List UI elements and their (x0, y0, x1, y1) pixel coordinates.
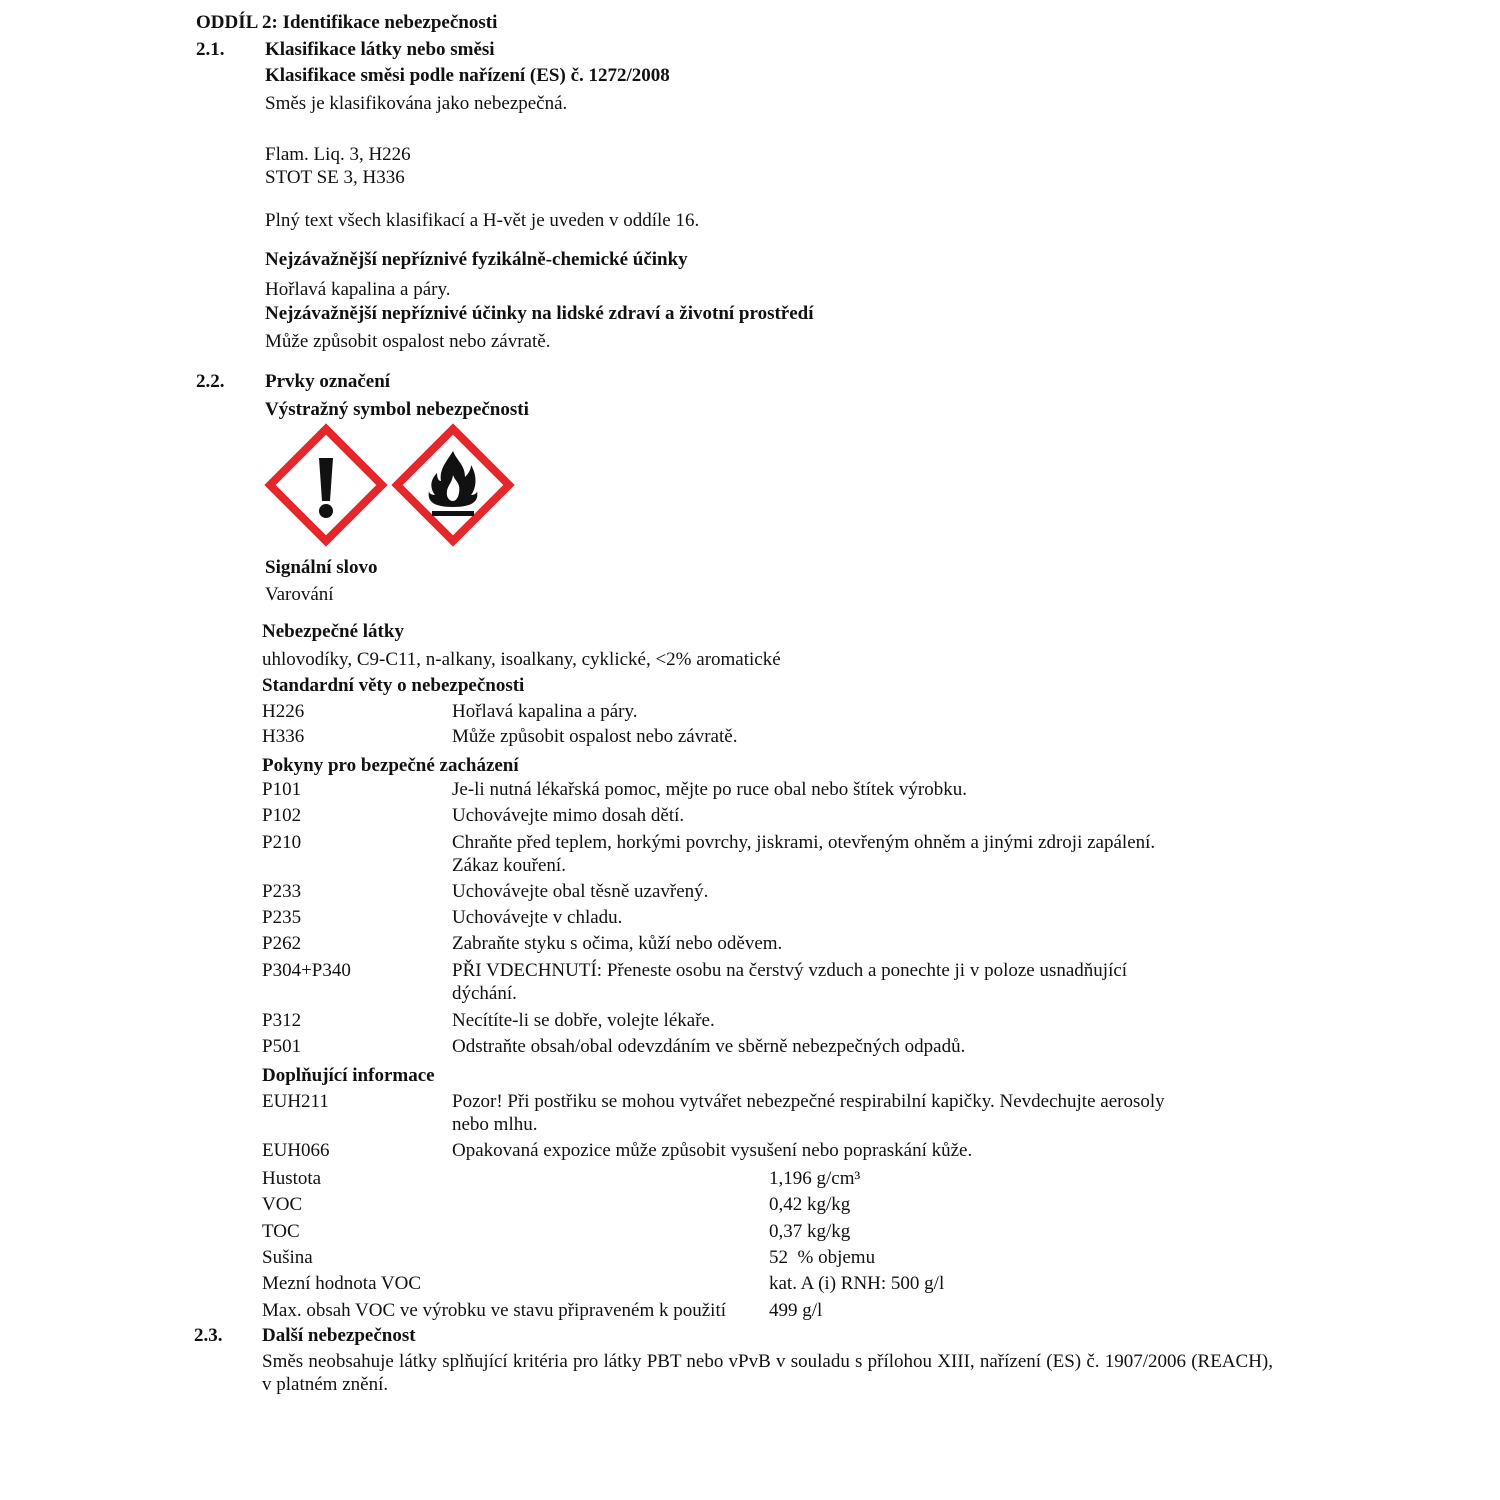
hazard-text: Může způsobit ospalost nebo závratě. (452, 726, 738, 747)
flame-icon (391, 423, 515, 547)
precautionary-text: Uchovávejte v chladu. (452, 907, 623, 928)
property-label: Hustota (262, 1168, 322, 1189)
classification-statement: Směs je klasifikována jako nebezpečná. (265, 93, 568, 114)
precautionary-text: Uchovávejte obal těsně uzavřený. (452, 881, 709, 902)
precautionary-code: P101 (262, 779, 302, 800)
supplemental-code: EUH066 (262, 1140, 330, 1161)
classification-line-1: Flam. Liq. 3, H226 (265, 144, 411, 165)
precautionary-text: Chraňte před teplem, horkými povrchy, jiskrami, otevřeným ohněm a jinými zdroji zapálení. (452, 832, 1156, 853)
hazard-text: Hořlavá kapalina a páry. (452, 701, 638, 722)
precautionary-code: P210 (262, 832, 302, 853)
precautionary-text: Zabraňte styku s očima, kůží nebo oděvem. (452, 933, 783, 954)
property-value: 0,37 kg/kg (769, 1221, 851, 1242)
section-2-1-number: 2.1. (196, 39, 225, 60)
precautionary-text: Je-li nutná lékařská pomoc, mějte po ruce obal nebo štítek výrobku. (452, 779, 967, 800)
supplemental-code: EUH211 (262, 1091, 329, 1112)
precautionary-text: PŘI VDECHNUTÍ: Přeneste osobu na čerstvý vzduch a ponechte ji v poloze usnadňující (452, 960, 1128, 981)
property-label: Sušina (262, 1247, 313, 1268)
supplemental-text-continued: nebo mlhu. (452, 1114, 538, 1135)
property-label: TOC (262, 1221, 300, 1242)
supplemental-info-title: Doplňující informace (262, 1065, 435, 1086)
precautionary-code: P501 (262, 1036, 302, 1057)
section-2-1-title: Klasifikace látky nebo směsi (265, 39, 495, 60)
signal-word-title: Signální slovo (265, 557, 378, 578)
precautionary-code: P304+P340 (262, 960, 351, 981)
precautionary-code: P102 (262, 805, 302, 826)
section-2-2-title: Prvky označení (265, 371, 391, 392)
property-value: 1,196 g/cm³ (769, 1168, 861, 1189)
property-value: 52 % objemu (769, 1247, 876, 1268)
section-title: ODDÍL 2: Identifikace nebezpečnosti (196, 12, 498, 33)
supplemental-text: Opakovaná expozice může způsobit vysušení nebo popraskání kůže. (452, 1140, 973, 1161)
hazard-code: H336 (262, 726, 305, 747)
supplemental-text: Pozor! Při postřiku se mohou vytvářet nebezpečné respirabilní kapičky. Nevdechujte aerosoly (452, 1091, 1165, 1112)
precautionary-text-continued: Zákaz kouření. (452, 855, 566, 876)
precautionary-text: Odstraňte obsah/obal odevzdáním ve sběrně nebezpečných odpadů. (452, 1036, 966, 1057)
signal-word: Varování (265, 584, 334, 605)
precautionary-code: P312 (262, 1010, 302, 1031)
property-value: 0,42 kg/kg (769, 1194, 851, 1215)
exclamation-mark-icon (264, 423, 388, 547)
property-value: 499 g/l (769, 1300, 823, 1321)
precautionary-text: Uchovávejte mimo dosah dětí. (452, 805, 685, 826)
other-hazards-text: Směs neobsahuje látky splňující kritéria pro látky PBT nebo vPvB v souladu s přílohou XIII, nařízení (ES) č. 1907/2006 (REACH), v platném znění. (262, 1351, 1273, 1395)
precautionary-code: P233 (262, 881, 302, 902)
precautionary-code: P235 (262, 907, 302, 928)
property-value: kat. A (i) RNH: 500 g/l (769, 1273, 945, 1294)
property-label: Mezní hodnota VOC (262, 1273, 422, 1294)
hazardous-substances-title: Nebezpečné látky (262, 621, 404, 642)
precautionary-code: P262 (262, 933, 302, 954)
pictogram-title: Výstražný symbol nebezpečnosti (265, 399, 529, 420)
property-label: Max. obsah VOC ve výrobku ve stavu připraveném k použití (262, 1300, 727, 1321)
property-label: VOC (262, 1194, 303, 1215)
section-2-2-number: 2.2. (196, 371, 225, 392)
hazard-statements-title: Standardní věty o nebezpečnosti (262, 675, 525, 696)
physchem-effects-title: Nejzávažnější nepříznivé fyzikálně-chemické účinky (265, 249, 688, 270)
section-2-3-title: Další nebezpečnost (262, 1325, 416, 1346)
precautionary-text: Necítíte-li se dobře, volejte lékaře. (452, 1010, 715, 1031)
classification-subtitle: Klasifikace směsi podle nařízení (ES) č. 1272/2008 (265, 65, 670, 86)
precautionary-text-continued: dýchání. (452, 983, 517, 1004)
section-2-3-number: 2.3. (194, 1325, 223, 1346)
health-effects-text: Může způsobit ospalost nebo závratě. (265, 331, 551, 352)
fulltext-note: Plný text všech klasifikací a H-vět je uveden v oddíle 16. (265, 210, 700, 231)
physchem-effects-text: Hořlavá kapalina a páry. (265, 279, 451, 300)
health-effects-title: Nejzávažnější nepříznivé účinky na lidské zdraví a životní prostředí (265, 303, 814, 324)
hazardous-substances-text: uhlovodíky, C9-C11, n-alkany, isoalkany, cyklické, <2% aromatické (262, 649, 781, 670)
precautionary-statements-title: Pokyny pro bezpečné zacházení (262, 755, 519, 776)
hazard-code: H226 (262, 701, 305, 722)
classification-line-2: STOT SE 3, H336 (265, 167, 405, 188)
